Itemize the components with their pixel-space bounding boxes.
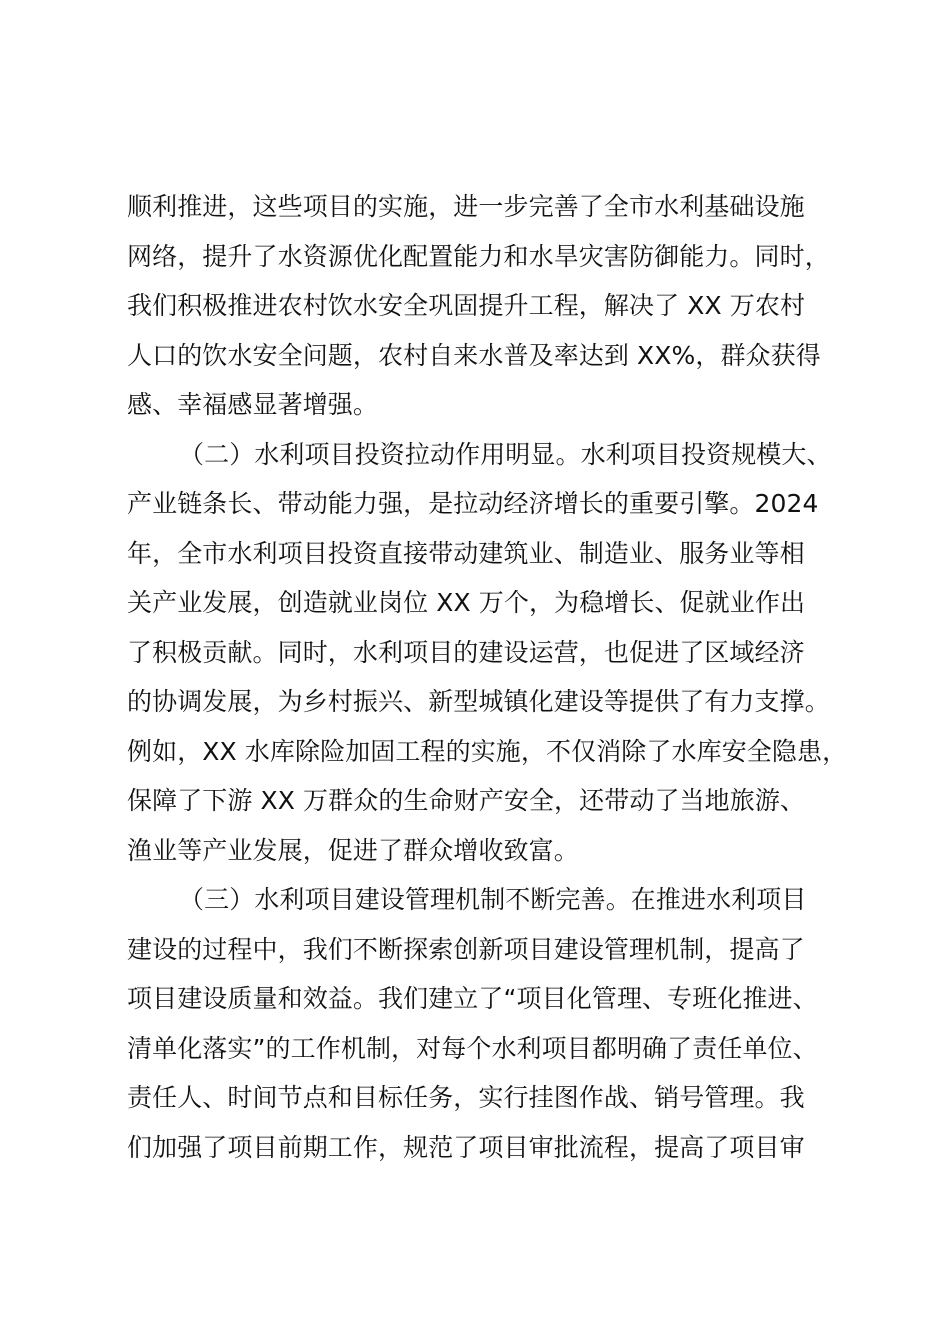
body-text <box>127 182 867 1172</box>
text-line: 关产业发展，创造就业岗位 XX 万个，为稳增长、促就业作出 <box>127 588 806 617</box>
text-line: 的协调发展，为乡村振兴、新型城镇化建设等提供了有力支撑。 <box>127 687 830 716</box>
section-heading-line: （三）水利项目建设管理机制不断完善。在推进水利项目 <box>179 885 807 914</box>
text-line: 我们积极推进农村饮水安全巩固提升工程，解决了 XX 万农村 <box>127 291 806 320</box>
text-line: 产业链条长、带动能力强，是拉动经济增长的重要引擎。2024 <box>127 489 819 518</box>
text-line: 顺利推进，这些项目的实施，进一步完善了全市水利基础设施 <box>127 192 805 221</box>
text-line: 清单化落实”的工作机制，对每个水利项目都明确了责任单位、 <box>127 1033 818 1063</box>
text-line: 项目建设质量和效益。我们建立了“项目化管理、专班化推进、 <box>127 984 818 1013</box>
text-line: 年，全市水利项目投资直接带动建筑业、制造业、服务业等相 <box>127 538 805 568</box>
text-line: 人口的饮水安全问题，农村自来水普及率达到 XX%，群众获得 <box>127 340 821 370</box>
text-line: 感、幸福感显著增强。 <box>127 390 379 419</box>
text-line: 网络，提升了水资源优化配置能力和水旱灾害防御能力。同时， <box>127 241 830 271</box>
section-heading-line: （二）水利项目投资拉动作用明显。水利项目投资规模大、 <box>179 439 832 469</box>
text-line: 渔业等产业发展，促进了群众增收致富。 <box>127 835 579 865</box>
text-line: 责任人、时间节点和目标任务，实行挂图作战、销号管理。我 <box>127 1083 805 1112</box>
text-line: 例如，XX 水库除险加固工程的实施，不仅消除了水库安全隐患， <box>127 736 848 766</box>
text-line: 保障了下游 XX 万群众的生命财产安全，还带动了当地旅游、 <box>127 786 806 815</box>
text-line: 了积极贡献。同时，水利项目的建设运营，也促进了区域经济 <box>127 637 805 667</box>
text-line: 们加强了项目前期工作，规范了项目审批流程，提高了项目审 <box>127 1132 805 1162</box>
text-line: 建设的过程中，我们不断探索创新项目建设管理机制，提高了 <box>127 934 805 964</box>
